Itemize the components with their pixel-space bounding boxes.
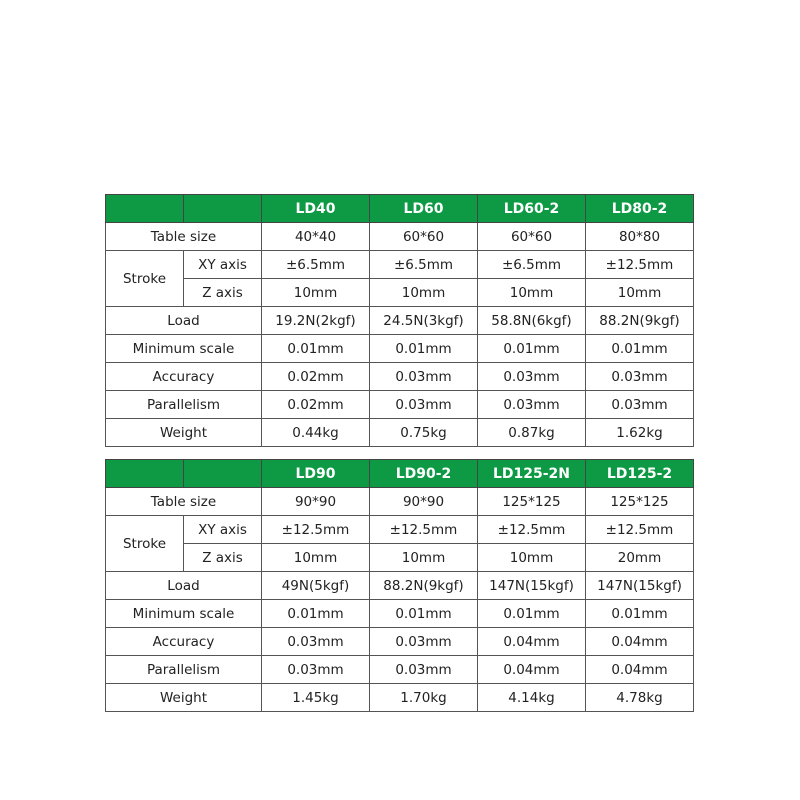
model-header: LD125-2N xyxy=(478,460,586,488)
weight-row xyxy=(106,419,694,447)
minimum-scale-label: Minimum scale xyxy=(106,335,262,363)
model-header: LD125-2 xyxy=(586,460,694,488)
table-size-value: 40*40 xyxy=(262,223,370,251)
xy-axis-value: ±12.5mm xyxy=(262,516,370,544)
table-size-value: 90*90 xyxy=(370,488,478,516)
spec-table-2 xyxy=(105,459,694,712)
table-size-value: 90*90 xyxy=(262,488,370,516)
stroke-z-row xyxy=(106,279,694,307)
model-header: LD60-2 xyxy=(478,195,586,223)
header-row xyxy=(106,195,694,223)
weight-value: 0.75kg xyxy=(370,419,478,447)
load-label: Load xyxy=(106,572,262,600)
minimum-scale-value: 0.01mm xyxy=(586,600,694,628)
accuracy-value: 0.03mm xyxy=(370,628,478,656)
model-header: LD60 xyxy=(370,195,478,223)
load-value: 147N(15kgf) xyxy=(478,572,586,600)
minimum-scale-value: 0.01mm xyxy=(478,600,586,628)
header-blank-cell xyxy=(184,460,262,488)
table-size-row xyxy=(106,488,694,516)
load-value: 24.5N(3kgf) xyxy=(370,307,478,335)
model-header: LD90-2 xyxy=(370,460,478,488)
xy-axis-value: ±12.5mm xyxy=(370,516,478,544)
header-blank-cell xyxy=(106,195,184,223)
z-axis-value: 10mm xyxy=(262,544,370,572)
load-label: Load xyxy=(106,307,262,335)
model-header: LD80-2 xyxy=(586,195,694,223)
xy-axis-value: ±12.5mm xyxy=(586,516,694,544)
weight-value: 0.87kg xyxy=(478,419,586,447)
weight-value: 0.44kg xyxy=(262,419,370,447)
parallelism-value: 0.03mm xyxy=(370,391,478,419)
header-row xyxy=(106,460,694,488)
minimum-scale-label: Minimum scale xyxy=(106,600,262,628)
accuracy-row xyxy=(106,628,694,656)
load-row xyxy=(106,572,694,600)
load-value: 58.8N(6kgf) xyxy=(478,307,586,335)
stroke-z-row xyxy=(106,544,694,572)
accuracy-label: Accuracy xyxy=(106,628,262,656)
z-axis-value: 10mm xyxy=(262,279,370,307)
table-size-value: 60*60 xyxy=(370,223,478,251)
accuracy-value: 0.03mm xyxy=(370,363,478,391)
parallelism-row xyxy=(106,391,694,419)
xy-axis-value: ±6.5mm xyxy=(370,251,478,279)
minimum-scale-value: 0.01mm xyxy=(370,600,478,628)
weight-value: 4.78kg xyxy=(586,684,694,712)
header-blank-cell xyxy=(184,195,262,223)
minimum-scale-row xyxy=(106,335,694,363)
z-axis-value: 10mm xyxy=(586,279,694,307)
weight-value: 1.62kg xyxy=(586,419,694,447)
load-value: 147N(15kgf) xyxy=(586,572,694,600)
load-value: 88.2N(9kgf) xyxy=(586,307,694,335)
load-row xyxy=(106,307,694,335)
minimum-scale-value: 0.01mm xyxy=(478,335,586,363)
spec-table-1 xyxy=(105,194,694,447)
header-blank-cell xyxy=(106,460,184,488)
weight-value: 1.70kg xyxy=(370,684,478,712)
parallelism-value: 0.03mm xyxy=(478,391,586,419)
load-value: 49N(5kgf) xyxy=(262,572,370,600)
weight-row xyxy=(106,684,694,712)
table-size-value: 60*60 xyxy=(478,223,586,251)
accuracy-value: 0.04mm xyxy=(478,628,586,656)
stroke-label: Stroke xyxy=(106,251,184,307)
table-size-row xyxy=(106,223,694,251)
table-size-value: 125*125 xyxy=(586,488,694,516)
minimum-scale-value: 0.01mm xyxy=(262,335,370,363)
parallelism-value: 0.02mm xyxy=(262,391,370,419)
load-value: 19.2N(2kgf) xyxy=(262,307,370,335)
table-size-label: Table size xyxy=(106,488,262,516)
weight-label: Weight xyxy=(106,684,262,712)
xy-axis-value: ±12.5mm xyxy=(586,251,694,279)
weight-value: 1.45kg xyxy=(262,684,370,712)
z-axis-value: 10mm xyxy=(478,279,586,307)
weight-label: Weight xyxy=(106,419,262,447)
z-axis-value: 10mm xyxy=(478,544,586,572)
xy-axis-value: ±12.5mm xyxy=(478,516,586,544)
stroke-xy-row xyxy=(106,516,694,544)
z-axis-label: Z axis xyxy=(184,544,262,572)
table-size-value: 80*80 xyxy=(586,223,694,251)
parallelism-label: Parallelism xyxy=(106,656,262,684)
z-axis-value: 20mm xyxy=(586,544,694,572)
minimum-scale-value: 0.01mm xyxy=(586,335,694,363)
parallelism-value: 0.03mm xyxy=(586,391,694,419)
xy-axis-label: XY axis xyxy=(184,516,262,544)
minimum-scale-row xyxy=(106,600,694,628)
xy-axis-label: XY axis xyxy=(184,251,262,279)
parallelism-value: 0.03mm xyxy=(370,656,478,684)
stroke-xy-row xyxy=(106,251,694,279)
z-axis-value: 10mm xyxy=(370,279,478,307)
xy-axis-value: ±6.5mm xyxy=(262,251,370,279)
stroke-label: Stroke xyxy=(106,516,184,572)
minimum-scale-value: 0.01mm xyxy=(262,600,370,628)
accuracy-label: Accuracy xyxy=(106,363,262,391)
xy-axis-value: ±6.5mm xyxy=(478,251,586,279)
model-header: LD40 xyxy=(262,195,370,223)
parallelism-row xyxy=(106,656,694,684)
accuracy-value: 0.03mm xyxy=(262,628,370,656)
parallelism-value: 0.03mm xyxy=(262,656,370,684)
model-header: LD90 xyxy=(262,460,370,488)
weight-value: 4.14kg xyxy=(478,684,586,712)
accuracy-value: 0.02mm xyxy=(262,363,370,391)
parallelism-label: Parallelism xyxy=(106,391,262,419)
parallelism-value: 0.04mm xyxy=(478,656,586,684)
parallelism-value: 0.04mm xyxy=(586,656,694,684)
table-size-label: Table size xyxy=(106,223,262,251)
load-value: 88.2N(9kgf) xyxy=(370,572,478,600)
accuracy-value: 0.04mm xyxy=(586,628,694,656)
accuracy-value: 0.03mm xyxy=(478,363,586,391)
z-axis-label: Z axis xyxy=(184,279,262,307)
table-size-value: 125*125 xyxy=(478,488,586,516)
accuracy-row xyxy=(106,363,694,391)
z-axis-value: 10mm xyxy=(370,544,478,572)
accuracy-value: 0.03mm xyxy=(586,363,694,391)
minimum-scale-value: 0.01mm xyxy=(370,335,478,363)
